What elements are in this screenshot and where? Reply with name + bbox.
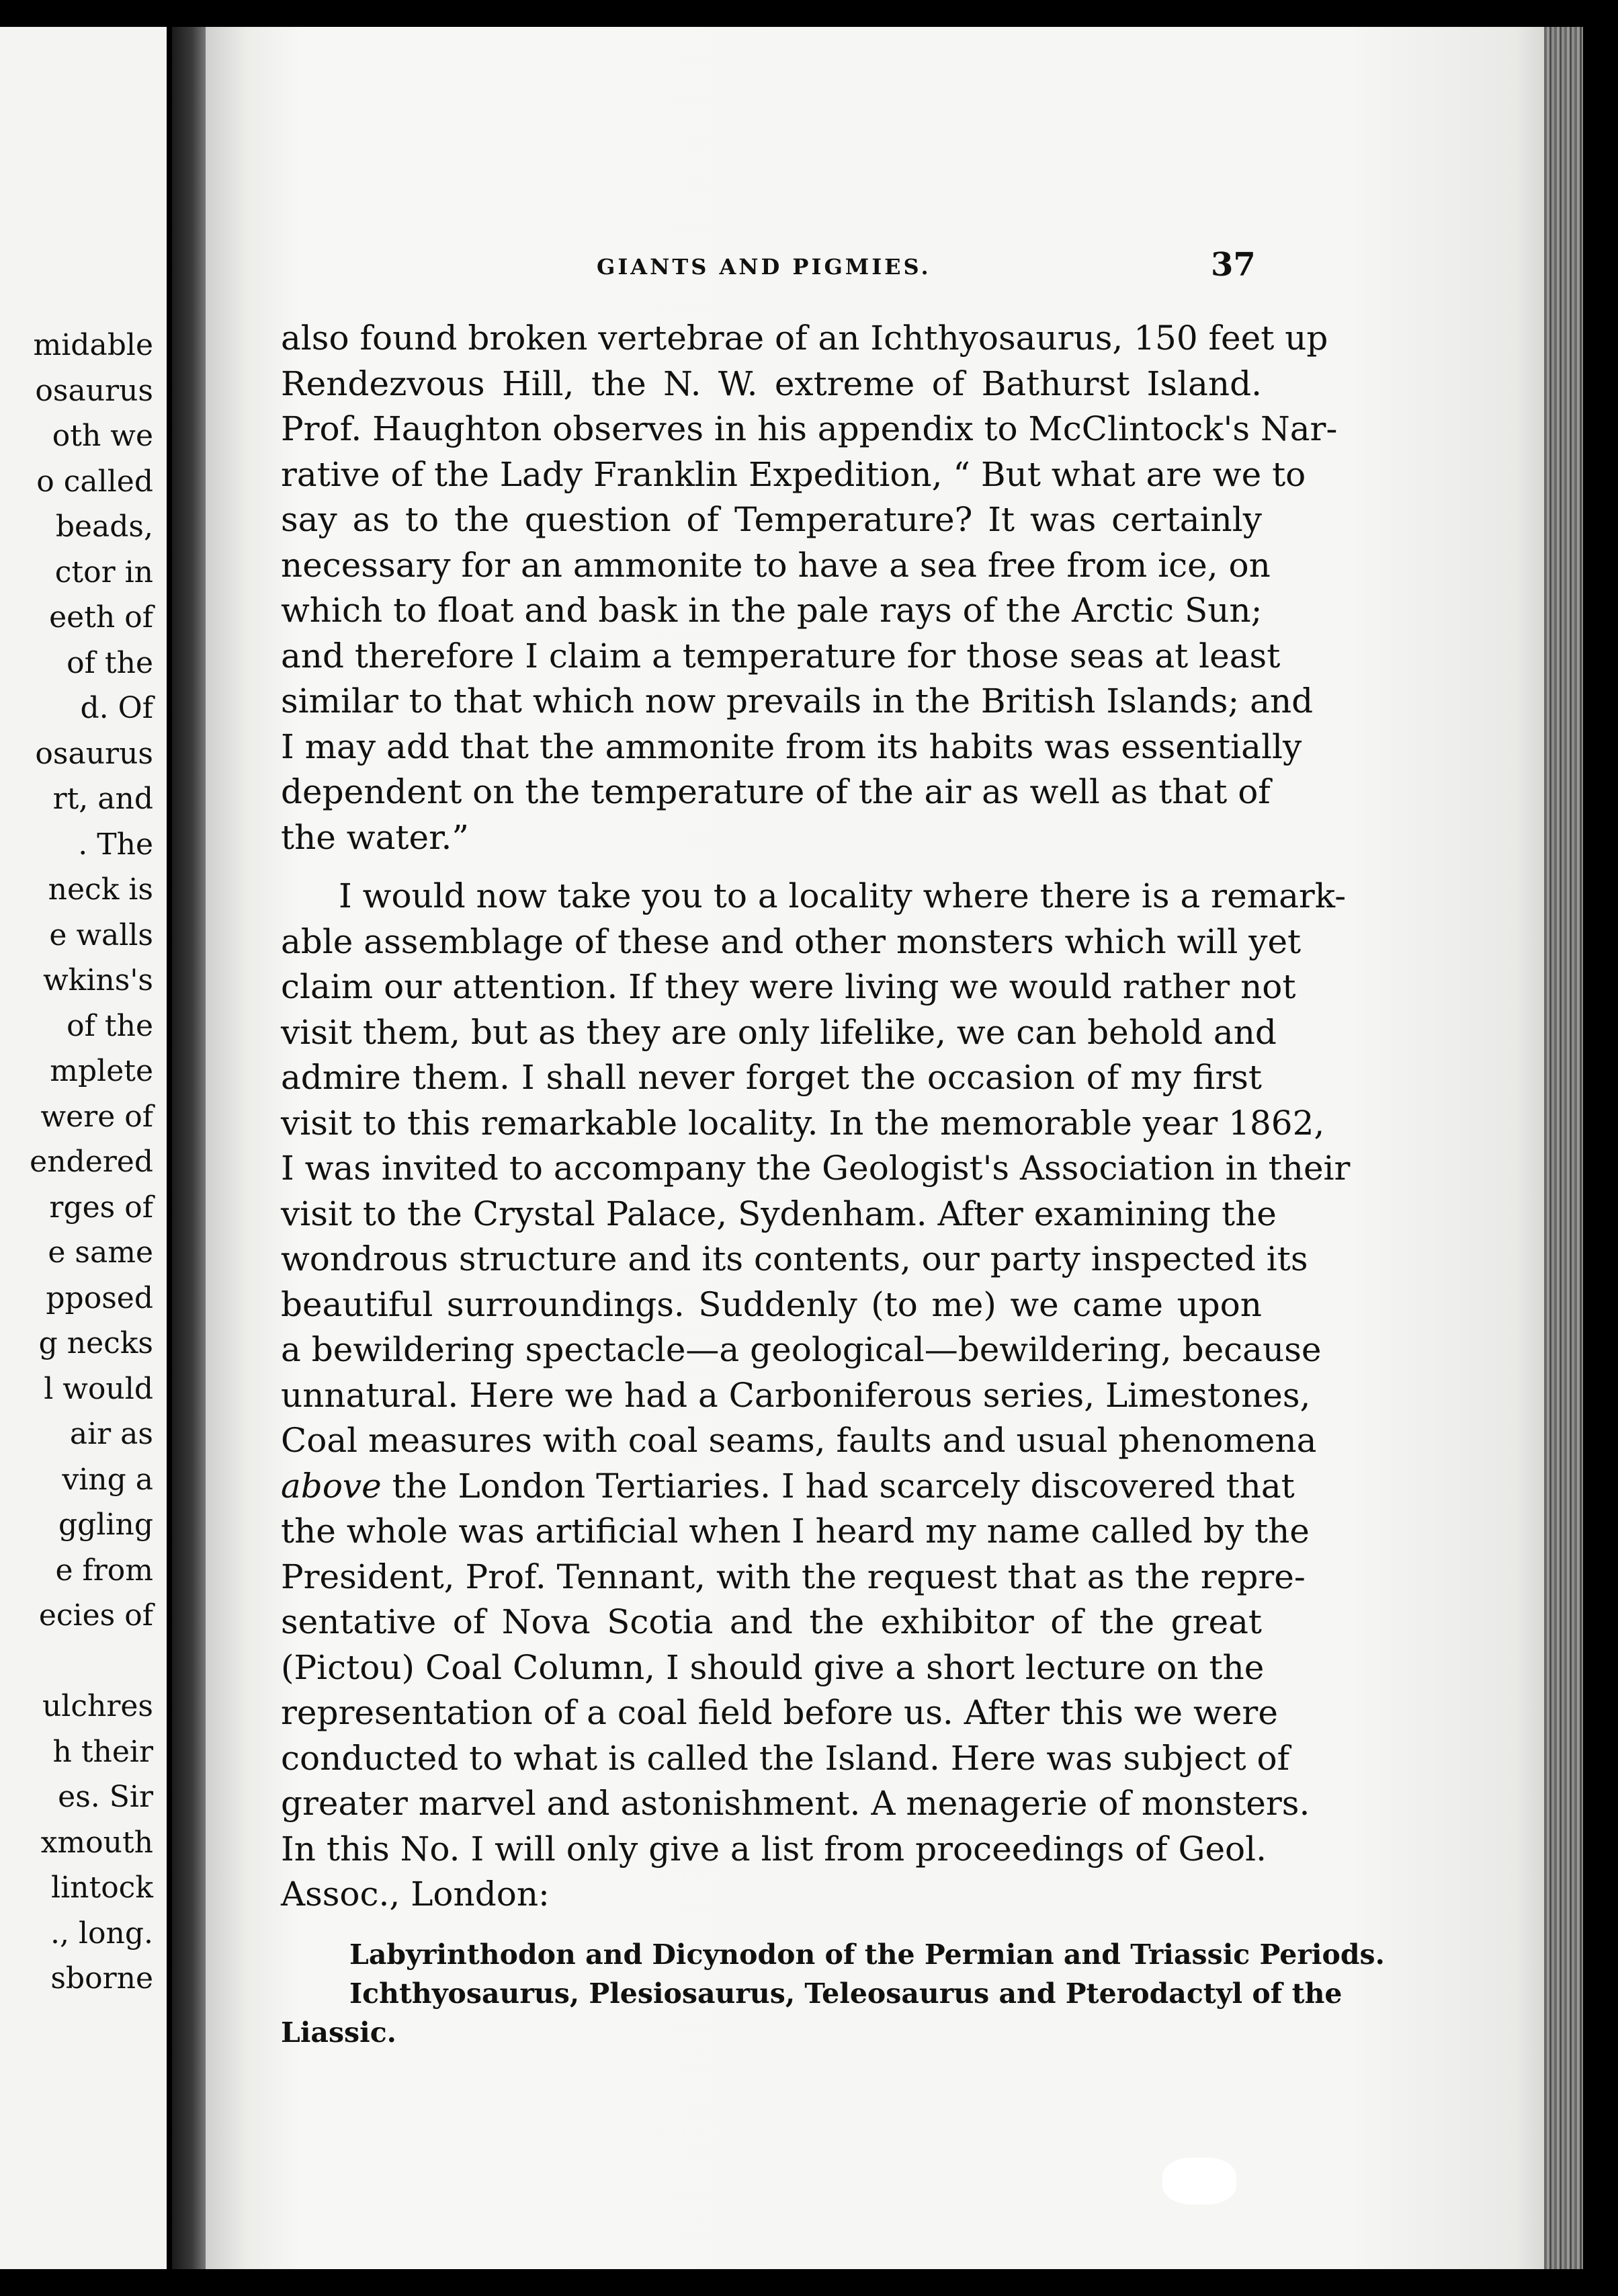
list-line: Ichthyosaurus, Plesiosaurus, Teleosaurus and Pterodactyl of the xyxy=(349,1977,1343,2010)
facing-line: ving a xyxy=(62,1462,153,1497)
facing-line: l would xyxy=(44,1371,153,1406)
text-line: similar to that which now prevails in the British Islands; and xyxy=(281,682,1314,721)
facing-page-text xyxy=(30,323,153,2002)
facing-line: . The xyxy=(78,827,153,862)
paragraph xyxy=(281,316,1338,860)
body-text xyxy=(281,316,1385,2052)
text-line: Assoc., London: xyxy=(281,1875,550,1914)
paragraph xyxy=(281,874,1351,1918)
text-line: a bewildering spectacle—a geological—bewildering, because xyxy=(281,1330,1322,1369)
facing-line: rges of xyxy=(49,1190,153,1225)
facing-line: d. Of xyxy=(80,691,153,725)
facing-line: e walls xyxy=(49,917,153,952)
facing-line: neck is xyxy=(48,872,153,907)
facing-line: eeth of xyxy=(49,600,153,634)
facing-line: h their xyxy=(52,1734,153,1769)
text-line: beautiful surroundings. Suddenly (to me) we came upon xyxy=(281,1284,1262,1324)
text-line: I would now take you to a locality where there is a remark- xyxy=(339,876,1347,915)
facing-line: of the xyxy=(67,645,153,680)
facing-line: es. Sir xyxy=(58,1780,153,1814)
facing-line: ecies of xyxy=(38,1598,153,1633)
text-line: admire them. I shall never forget the occasion of my first xyxy=(281,1058,1262,1097)
facing-line: ulchres xyxy=(42,1689,153,1723)
text-line: the water.” xyxy=(281,817,469,857)
facing-line: beads, xyxy=(55,509,153,544)
text-line: claim our attention. If they were living we would rather not xyxy=(281,967,1296,1006)
facing-line: midable xyxy=(33,328,153,362)
text-line: President, Prof. Tennant, with the request that as the repre- xyxy=(281,1557,1306,1596)
species-list xyxy=(281,1935,1385,2052)
facing-line: e same xyxy=(48,1235,153,1270)
facing-line: o called xyxy=(36,464,153,499)
list-line: Labyrinthodon and Dicynodon of the Permian and Triassic Periods. xyxy=(349,1938,1385,1971)
text-line: say as to the question of Temperature? It was certainly xyxy=(281,500,1262,539)
facing-line: oth we xyxy=(52,419,153,453)
facing-line xyxy=(30,1639,153,1684)
facing-line: endered xyxy=(30,1145,153,1179)
text-line: able assemblage of these and other monsters which will yet xyxy=(281,921,1302,961)
facing-line: lintock xyxy=(51,1871,153,1905)
text-line: I was invited to accompany the Geologist's Association in their xyxy=(281,1149,1351,1188)
text-line: above the London Tertiaries. I had scarcely discovered that xyxy=(281,1466,1295,1506)
text-line: Coal measures with coal seams, faults and usual phenomena xyxy=(281,1421,1317,1460)
text-line: (Pictou) Coal Column, I should give a short lecture on the xyxy=(281,1647,1265,1687)
page-edges xyxy=(1544,27,1583,2269)
text-line: wondrous structure and its contents, our party inspected its xyxy=(281,1239,1308,1278)
facing-line: g necks xyxy=(38,1326,153,1360)
text-line: Rendezvous Hill, the N. W. extreme of Bathurst Island. xyxy=(281,364,1262,403)
text-line: dependent on the temperature of the air as well as that of xyxy=(281,772,1271,811)
facing-line: air as xyxy=(69,1417,153,1451)
text-line: which to float and bask in the pale rays of the Arctic Sun; xyxy=(281,591,1263,630)
facing-line: xmouth xyxy=(40,1825,153,1860)
facing-line: rt, and xyxy=(52,782,153,816)
text-line: rative of the Lady Franklin Expedition, “ But what are we to xyxy=(281,454,1306,494)
book-gutter xyxy=(172,27,206,2269)
facing-line: of the xyxy=(67,1008,153,1043)
facing-line: ctor in xyxy=(54,555,153,589)
facing-line: sborne xyxy=(50,1961,153,1996)
facing-line: pposed xyxy=(46,1280,153,1315)
text-line: Prof. Haughton observes in his appendix to McClintock's Nar- xyxy=(281,409,1338,448)
text-line: greater marvel and astonishment. A menagerie of monsters. xyxy=(281,1784,1310,1823)
facing-line: mplete xyxy=(50,1054,153,1088)
text-line: sentative of Nova Scotia and the exhibitor of the great xyxy=(281,1602,1262,1641)
text-line: representation of a coal field before us. After this we were xyxy=(281,1693,1278,1732)
page-number: 37 xyxy=(1211,246,1256,284)
text-line: visit to the Crystal Palace, Sydenham. After examining the xyxy=(281,1194,1277,1233)
facing-line: ., long. xyxy=(50,1916,153,1951)
text-line: necessary for an ammonite to have a sea free from ice, on xyxy=(281,545,1271,585)
text-line: conducted to what is called the Island. Here was subject of xyxy=(281,1738,1290,1778)
text-line: unnatural. Here we had a Carboniferous series, Limestones, xyxy=(281,1375,1311,1415)
running-head: GIANTS AND PIGMIES. xyxy=(597,254,931,280)
facing-page-fragment xyxy=(0,27,167,2269)
list-line: Liassic. xyxy=(281,2016,396,2049)
scan-blemish xyxy=(1162,2158,1236,2205)
text-line: I may add that the ammonite from its habits was essentially xyxy=(281,727,1302,766)
facing-line: osaurus xyxy=(35,736,153,771)
text-line: the whole was artificial when I heard my name called by the xyxy=(281,1512,1310,1551)
facing-line: osaurus xyxy=(35,373,153,408)
text-line: also found broken vertebrae of an Ichthyosaurus, 150 feet up xyxy=(281,319,1328,358)
text-line: visit to this remarkable locality. In the memorable year 1862, xyxy=(281,1103,1325,1143)
text-line: In this No. I will only give a list from proceedings of Geol. xyxy=(281,1829,1267,1869)
facing-line: were of xyxy=(40,1099,153,1134)
text-line: and therefore I claim a temperature for those seas at least xyxy=(281,636,1281,675)
facing-line: ggling xyxy=(58,1508,153,1542)
facing-line: wkins's xyxy=(43,963,153,997)
text-line: visit them, but as they are only lifelike, we can behold and xyxy=(281,1012,1277,1052)
facing-line: e from xyxy=(55,1553,153,1588)
